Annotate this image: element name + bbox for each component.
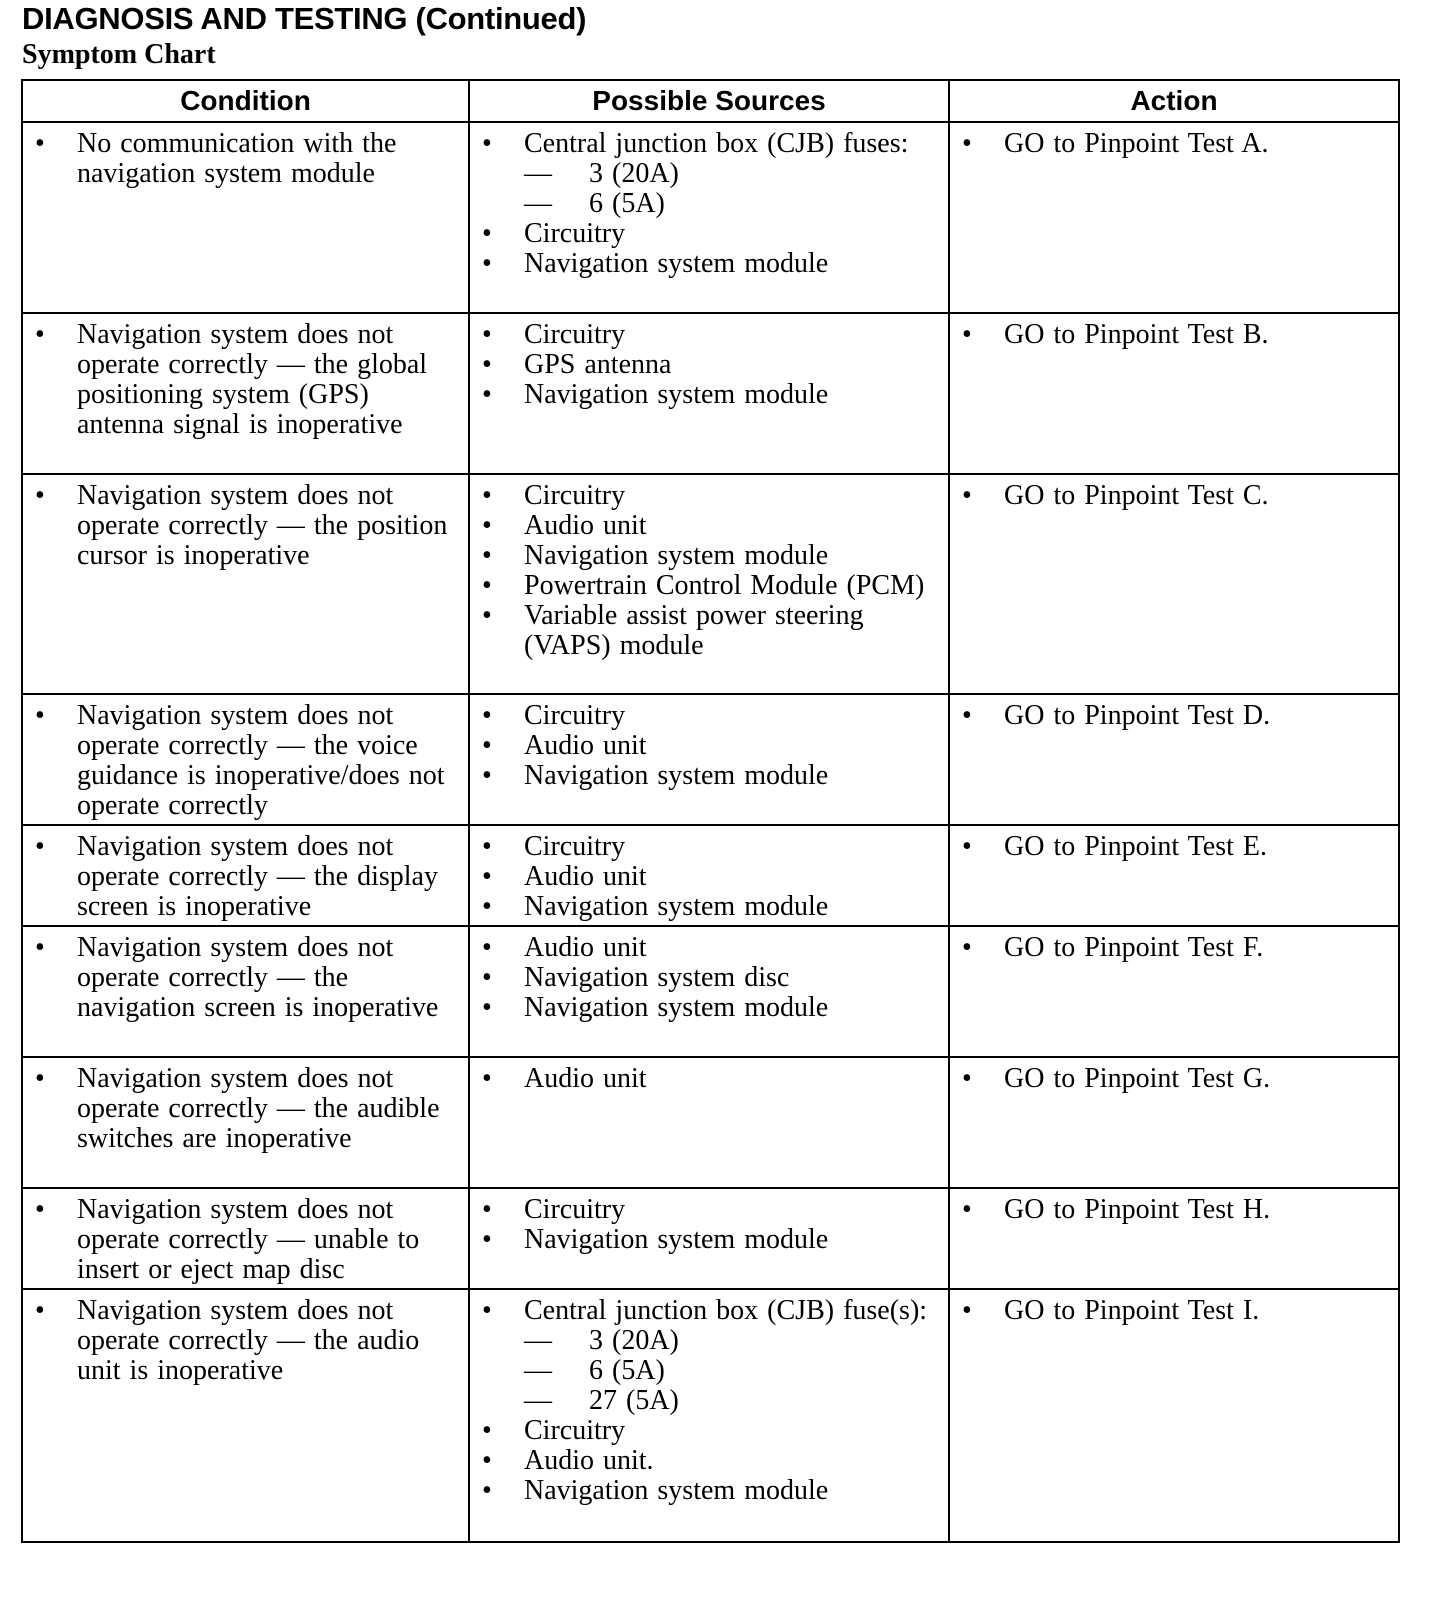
condition-item-text: No communication with the navigation system module: [77, 128, 397, 189]
bullet-mark: •: [482, 1224, 492, 1255]
condition-item-text: Navigation system does not operate correctly — the global positioning system (GPS) antenna signal is inoperative: [77, 319, 428, 440]
table-row: [22, 926, 1399, 1057]
action-item-text: GO to Pinpoint Test H.: [1004, 1194, 1271, 1225]
source-item: [470, 601, 944, 661]
source-item: [470, 380, 944, 410]
source-item-text: Audio unit: [524, 861, 647, 892]
possible-sources-cell: [469, 313, 949, 474]
table-row: [22, 1057, 1399, 1188]
bullet-mark: •: [482, 379, 492, 410]
source-sub-item-text: 27 (5A): [589, 1385, 679, 1416]
action-cell: [949, 1188, 1399, 1289]
possible-sources-cell: [469, 1289, 949, 1542]
source-sub-item: [470, 159, 944, 189]
symptom-chart-table: [21, 79, 1400, 1543]
dash-mark: —: [524, 1355, 552, 1386]
bullet-mark: •: [482, 1194, 492, 1225]
source-sub-item-text: 6 (5A): [589, 1355, 665, 1386]
source-item-text: Navigation system module: [524, 540, 829, 571]
bullet-mark: •: [482, 1295, 492, 1326]
condition-cell: [22, 122, 469, 313]
bullet-mark: •: [962, 1295, 972, 1326]
bullet-mark: •: [482, 1415, 492, 1446]
bullet-mark: •: [482, 932, 492, 963]
source-item-text: Navigation system module: [524, 1224, 829, 1255]
condition-item: [23, 1195, 464, 1285]
action-item: [950, 832, 1394, 862]
source-item: [470, 511, 944, 541]
source-item: [470, 320, 944, 350]
condition-item: [23, 320, 464, 440]
source-item: [470, 701, 944, 731]
source-item: [470, 1064, 944, 1094]
action-cell: [949, 825, 1399, 926]
action-item: [950, 1195, 1394, 1225]
bullet-mark: •: [962, 480, 972, 511]
condition-cell: [22, 1188, 469, 1289]
source-item-text: Navigation system module: [524, 1475, 829, 1506]
bullet-mark: •: [482, 861, 492, 892]
source-item-text: Audio unit: [524, 730, 647, 761]
table-body: [22, 122, 1399, 1542]
source-item-text: Variable assist power steering (VAPS) module: [524, 600, 864, 661]
bullet-mark: •: [482, 248, 492, 279]
action-item: [950, 933, 1394, 963]
source-sub-item: [470, 189, 944, 219]
bullet-mark: •: [482, 760, 492, 791]
source-item: [470, 1416, 944, 1446]
source-item-text: Circuitry: [524, 831, 626, 862]
table-row: [22, 474, 1399, 694]
action-cell: [949, 122, 1399, 313]
source-sub-item: [470, 1386, 944, 1416]
source-item: [470, 219, 944, 249]
source-item: [470, 1225, 944, 1255]
page-title: DIAGNOSIS AND TESTING (Continued): [22, 1, 587, 36]
possible-sources-cell: [469, 1188, 949, 1289]
table-row: [22, 313, 1399, 474]
source-item: [470, 993, 944, 1023]
source-item: [470, 832, 944, 862]
bullet-mark: •: [35, 128, 45, 159]
bullet-mark: •: [482, 962, 492, 993]
column-header-action: Action: [949, 80, 1399, 122]
action-item-text: GO to Pinpoint Test G.: [1004, 1063, 1271, 1094]
bullet-mark: •: [482, 891, 492, 922]
condition-item-text: Navigation system does not operate correctly — the audible switches are inoperative: [77, 1063, 440, 1154]
source-sub-item: [470, 1326, 944, 1356]
bullet-mark: •: [482, 831, 492, 862]
possible-sources-cell: [469, 926, 949, 1057]
source-sub-item-text: 6 (5A): [589, 188, 665, 219]
possible-sources-cell: [469, 122, 949, 313]
bullet-mark: •: [962, 319, 972, 350]
source-item: [470, 1446, 944, 1476]
source-item: [470, 1296, 944, 1326]
chart-title: Symptom Chart: [22, 39, 216, 70]
condition-item: [23, 933, 464, 1023]
action-item: [950, 1064, 1394, 1094]
possible-sources-cell: [469, 1057, 949, 1188]
action-item-text: GO to Pinpoint Test F.: [1004, 932, 1264, 963]
source-sub-item: [470, 1356, 944, 1386]
source-item: [470, 892, 944, 922]
action-item: [950, 129, 1394, 159]
condition-item: [23, 701, 464, 821]
source-item-text: Circuitry: [524, 1194, 626, 1225]
bullet-mark: •: [962, 1194, 972, 1225]
source-sub-item-text: 3 (20A): [589, 158, 679, 189]
source-item-text: Navigation system module: [524, 891, 829, 922]
source-item-text: Audio unit: [524, 932, 647, 963]
bullet-mark: •: [482, 600, 492, 631]
condition-item-text: Navigation system does not operate correctly — unable to insert or eject map disc: [77, 1194, 420, 1285]
dash-mark: —: [524, 188, 552, 219]
action-item-text: GO to Pinpoint Test A.: [1004, 128, 1269, 159]
bullet-mark: •: [482, 1445, 492, 1476]
bullet-mark: •: [482, 480, 492, 511]
bullet-mark: •: [35, 319, 45, 350]
action-cell: [949, 1289, 1399, 1542]
condition-item-text: Navigation system does not operate correctly — the voice guidance is inoperative/does not operate correctly: [77, 700, 445, 821]
table-row: [22, 122, 1399, 313]
source-item: [470, 541, 944, 571]
bullet-mark: •: [482, 700, 492, 731]
action-item: [950, 320, 1394, 350]
column-header-condition: Condition: [22, 80, 469, 122]
source-item-text: Circuitry: [524, 1415, 626, 1446]
source-item: [470, 571, 944, 601]
condition-cell: [22, 825, 469, 926]
condition-cell: [22, 1057, 469, 1188]
bullet-mark: •: [482, 349, 492, 380]
condition-cell: [22, 1289, 469, 1542]
action-cell: [949, 694, 1399, 825]
bullet-mark: •: [35, 932, 45, 963]
source-item-text: Circuitry: [524, 700, 626, 731]
dash-mark: —: [524, 1385, 552, 1416]
condition-cell: [22, 694, 469, 825]
bullet-mark: •: [482, 510, 492, 541]
bullet-mark: •: [482, 218, 492, 249]
bullet-mark: •: [482, 1063, 492, 1094]
source-item: [470, 129, 944, 159]
source-item-text: Navigation system module: [524, 760, 829, 791]
condition-item: [23, 481, 464, 571]
condition-item-text: Navigation system does not operate correctly — the display screen is inoperative: [77, 831, 438, 922]
source-item-text: Circuitry: [524, 218, 626, 249]
action-item: [950, 1296, 1394, 1326]
source-item-text: Navigation system module: [524, 248, 829, 279]
source-item: [470, 1476, 944, 1506]
bullet-mark: •: [482, 730, 492, 761]
source-item-text: Circuitry: [524, 480, 626, 511]
condition-cell: [22, 926, 469, 1057]
bullet-mark: •: [962, 128, 972, 159]
bullet-mark: •: [962, 700, 972, 731]
possible-sources-cell: [469, 825, 949, 926]
possible-sources-cell: [469, 474, 949, 694]
action-item: [950, 481, 1394, 511]
source-item-text: Circuitry: [524, 319, 626, 350]
source-item-text: GPS antenna: [524, 349, 672, 380]
source-item-text: Navigation system module: [524, 992, 829, 1023]
bullet-mark: •: [482, 1475, 492, 1506]
action-item-text: GO to Pinpoint Test C.: [1004, 480, 1269, 511]
source-item-text: Audio unit.: [524, 1445, 654, 1476]
bullet-mark: •: [35, 700, 45, 731]
bullet-mark: •: [962, 1063, 972, 1094]
bullet-mark: •: [482, 128, 492, 159]
source-item-text: Audio unit: [524, 510, 647, 541]
bullet-mark: •: [35, 1194, 45, 1225]
source-item: [470, 761, 944, 791]
condition-item-text: Navigation system does not operate correctly — the audio unit is inoperative: [77, 1295, 420, 1386]
condition-cell: [22, 474, 469, 694]
condition-item-text: Navigation system does not operate correctly — the navigation screen is inoperative: [77, 932, 439, 1023]
condition-item: [23, 832, 464, 922]
bullet-mark: •: [35, 1295, 45, 1326]
bullet-mark: •: [962, 932, 972, 963]
action-cell: [949, 926, 1399, 1057]
dash-mark: —: [524, 158, 552, 189]
source-item: [470, 862, 944, 892]
action-item: [950, 701, 1394, 731]
source-item-text: Navigation system disc: [524, 962, 790, 993]
source-item: [470, 1195, 944, 1225]
action-cell: [949, 313, 1399, 474]
action-cell: [949, 1057, 1399, 1188]
header-row: [22, 80, 1399, 122]
condition-item: [23, 1064, 464, 1154]
condition-item: [23, 1296, 464, 1386]
source-item: [470, 249, 944, 279]
action-cell: [949, 474, 1399, 694]
source-sub-item-text: 3 (20A): [589, 1325, 679, 1356]
source-item-text: Central junction box (CJB) fuse(s):: [524, 1295, 928, 1326]
source-item: [470, 963, 944, 993]
source-item: [470, 350, 944, 380]
source-item: [470, 933, 944, 963]
bullet-mark: •: [962, 831, 972, 862]
source-item: [470, 731, 944, 761]
table-row: [22, 694, 1399, 825]
source-item-text: Navigation system module: [524, 379, 829, 410]
bullet-mark: •: [35, 480, 45, 511]
bullet-mark: •: [35, 831, 45, 862]
action-item-text: GO to Pinpoint Test E.: [1004, 831, 1267, 862]
condition-item: [23, 129, 464, 189]
source-item-text: Powertrain Control Module (PCM): [524, 570, 925, 601]
action-item-text: GO to Pinpoint Test D.: [1004, 700, 1271, 731]
condition-cell: [22, 313, 469, 474]
source-item-text: Central junction box (CJB) fuses:: [524, 128, 909, 159]
table-row: [22, 825, 1399, 926]
table-row: [22, 1289, 1399, 1542]
column-header-possible-sources: Possible Sources: [469, 80, 949, 122]
bullet-mark: •: [482, 319, 492, 350]
bullet-mark: •: [35, 1063, 45, 1094]
bullet-mark: •: [482, 540, 492, 571]
table-row: [22, 1188, 1399, 1289]
source-item: [470, 481, 944, 511]
dash-mark: —: [524, 1325, 552, 1356]
bullet-mark: •: [482, 992, 492, 1023]
bullet-mark: •: [482, 570, 492, 601]
source-item-text: Audio unit: [524, 1063, 647, 1094]
action-item-text: GO to Pinpoint Test B.: [1004, 319, 1269, 350]
condition-item-text: Navigation system does not operate correctly — the position cursor is inoperative: [77, 480, 448, 571]
action-item-text: GO to Pinpoint Test I.: [1004, 1295, 1260, 1326]
possible-sources-cell: [469, 694, 949, 825]
